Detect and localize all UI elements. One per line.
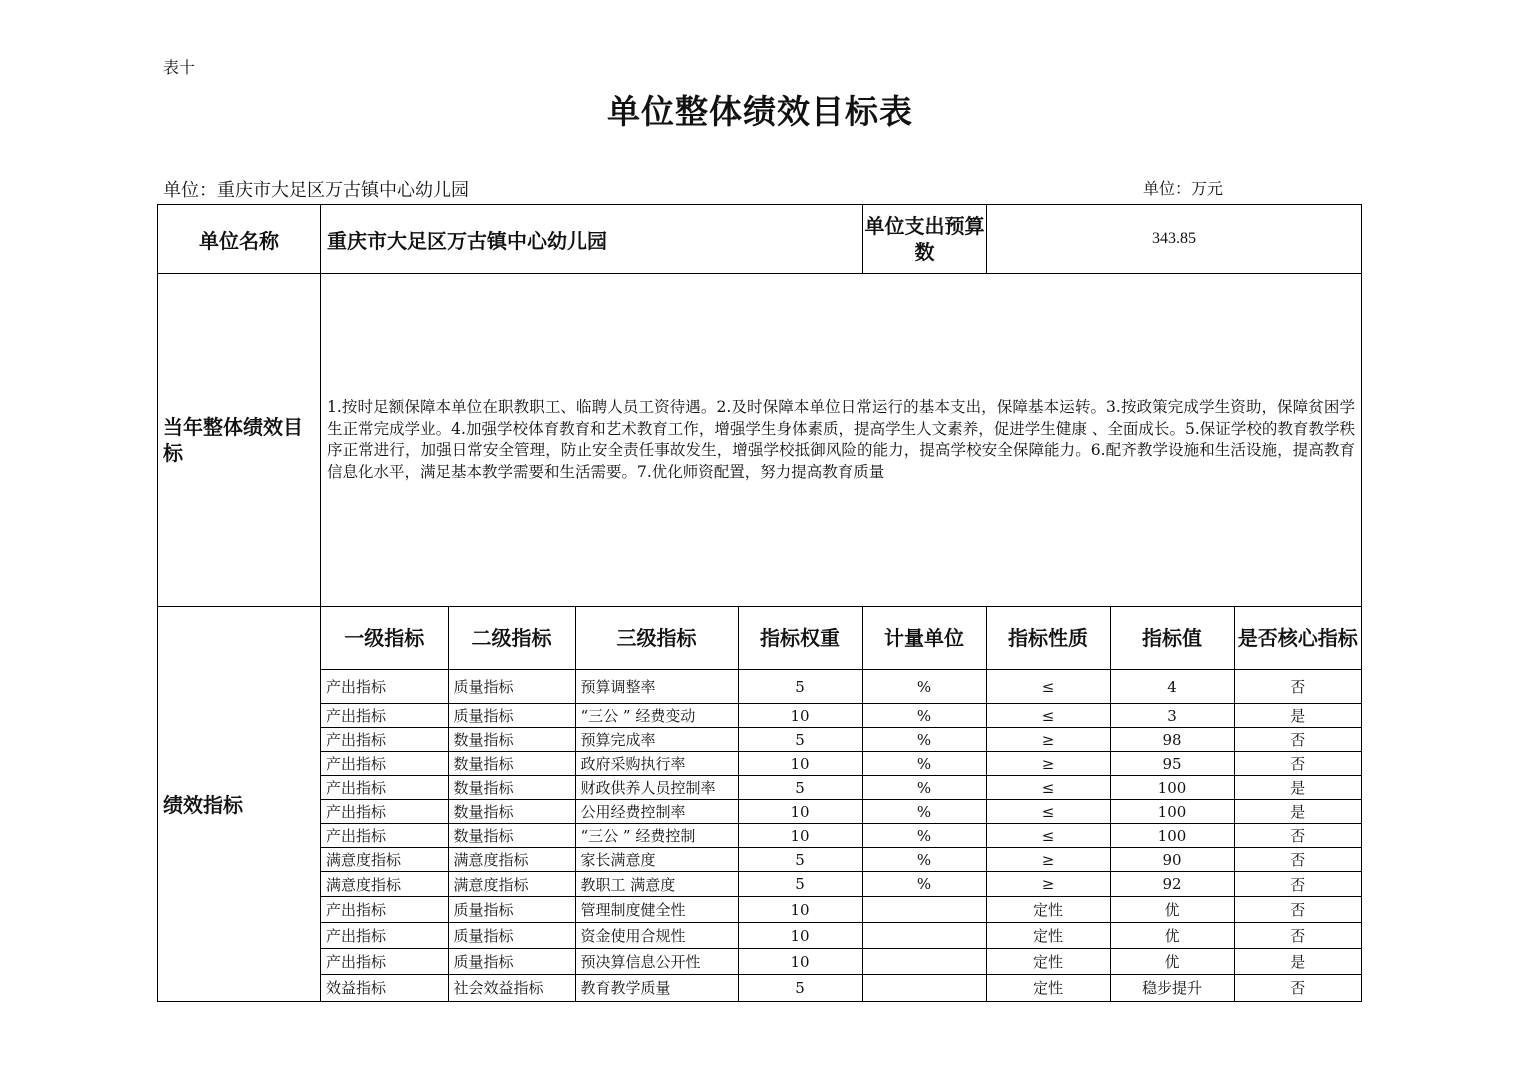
level1-cell: 产出指标 (321, 728, 448, 752)
level2-cell: 数量指标 (448, 728, 575, 752)
indicator-row (321, 704, 1361, 728)
indicator-row (321, 949, 1361, 975)
value-cell: 100 (1110, 776, 1234, 800)
annual-goal-text: 1.按时足额保障本单位在职教职工、临聘人员工资待遇。2.及时保障本单位日常运行的基本支出，保障基本运转。3.按政策完成学生资助，保障贫困学生正常完成学业。4.加强学校体育教育和艺术教育工作，增强学生身体素质，提高学生人文素养，促进学生健康 、全面成长。5.保证学校的教育教学秩序正常进行，加强日常安全管理，防止安全责任事故发生，增强学校抵御风险的能力，提高学校安全保障能力。6.配齐教学设施和生活设施，提高教育信息化水平，满足基本教学需要和生活需要。7.优化师资配置，努力提高教育质量 (321, 274, 1362, 607)
level2-cell: 满意度指标 (448, 872, 575, 897)
annual-goal-label: 当年整体绩效目标 (158, 274, 321, 607)
level2-cell: 质量指标 (448, 923, 575, 949)
unit-cell (862, 949, 986, 975)
unit-cell (862, 897, 986, 923)
indicator-row (321, 897, 1361, 923)
level1-cell: 满意度指标 (321, 872, 448, 897)
nature-cell: ≥ (986, 752, 1110, 776)
value-cell: 优 (1110, 923, 1234, 949)
level1-cell: 产出指标 (321, 704, 448, 728)
nature-cell: 定性 (986, 897, 1110, 923)
indicator-row (321, 800, 1361, 824)
level2-cell: 质量指标 (448, 897, 575, 923)
indicator-table-wrapper (321, 607, 1362, 1002)
unit-organization: 单位：重庆市大足区万古镇中心幼儿园 (163, 180, 469, 201)
value-cell: 3 (1110, 704, 1234, 728)
level3-cell: “三公 ” 经费变动 (575, 704, 738, 728)
nature-cell: ≤ (986, 800, 1110, 824)
unit-cell: % (862, 800, 986, 824)
column-header: 指标值 (1110, 607, 1234, 670)
indicator-row (321, 776, 1361, 800)
weight-cell: 5 (738, 776, 862, 800)
level1-cell: 产出指标 (321, 776, 448, 800)
weight-cell: 5 (738, 848, 862, 872)
core-cell: 否 (1234, 923, 1361, 949)
level3-cell: 公用经费控制率 (575, 800, 738, 824)
unit-cell (862, 923, 986, 949)
value-cell: 95 (1110, 752, 1234, 776)
unit-cell: % (862, 704, 986, 728)
indicator-row (321, 872, 1361, 897)
indicator-header-row (321, 607, 1361, 670)
weight-cell: 10 (738, 704, 862, 728)
value-cell: 4 (1110, 670, 1234, 704)
level1-cell: 产出指标 (321, 752, 448, 776)
level1-cell: 产出指标 (321, 897, 448, 923)
level3-cell: 预决算信息公开性 (575, 949, 738, 975)
level1-cell: 效益指标 (321, 975, 448, 1001)
unit-cell: % (862, 670, 986, 704)
unit-cell: % (862, 728, 986, 752)
level2-cell: 社会效益指标 (448, 975, 575, 1001)
level2-cell: 质量指标 (448, 670, 575, 704)
value-cell: 98 (1110, 728, 1234, 752)
level1-cell: 产出指标 (321, 923, 448, 949)
level3-cell: “三公 ” 经费控制 (575, 824, 738, 848)
unit-cell: % (862, 776, 986, 800)
indicator-row (321, 824, 1361, 848)
level2-cell: 满意度指标 (448, 848, 575, 872)
column-header: 二级指标 (448, 607, 575, 670)
indicator-row (321, 923, 1361, 949)
core-cell: 是 (1234, 949, 1361, 975)
column-header: 指标权重 (738, 607, 862, 670)
core-cell: 是 (1234, 704, 1361, 728)
nature-cell: 定性 (986, 923, 1110, 949)
level3-cell: 教职工 满意度 (575, 872, 738, 897)
nature-cell: ≥ (986, 848, 1110, 872)
core-cell: 否 (1234, 670, 1361, 704)
level1-cell: 满意度指标 (321, 848, 448, 872)
level1-cell: 产出指标 (321, 800, 448, 824)
unit-name-label: 单位名称 (158, 205, 321, 274)
unit-name-value: 重庆市大足区万古镇中心幼儿园 (321, 205, 863, 274)
level2-cell: 数量指标 (448, 776, 575, 800)
level3-cell: 预算调整率 (575, 670, 738, 704)
core-cell: 否 (1234, 752, 1361, 776)
level3-cell: 资金使用合规性 (575, 923, 738, 949)
level1-cell: 产出指标 (321, 949, 448, 975)
weight-cell: 5 (738, 975, 862, 1001)
core-cell: 否 (1234, 872, 1361, 897)
level2-cell: 质量指标 (448, 949, 575, 975)
level3-cell: 教育教学质量 (575, 975, 738, 1001)
indicator-row (321, 975, 1361, 1001)
core-cell: 否 (1234, 897, 1361, 923)
level3-cell: 政府采购执行率 (575, 752, 738, 776)
weight-cell: 5 (738, 670, 862, 704)
page-title: 单位整体绩效目标表 (607, 92, 913, 131)
level3-cell: 管理制度健全性 (575, 897, 738, 923)
nature-cell: ≤ (986, 824, 1110, 848)
core-cell: 是 (1234, 800, 1361, 824)
indicator-row (321, 728, 1361, 752)
core-cell: 否 (1234, 728, 1361, 752)
weight-cell: 10 (738, 923, 862, 949)
value-cell: 92 (1110, 872, 1234, 897)
column-header: 指标性质 (986, 607, 1110, 670)
column-header: 是否核心指标 (1234, 607, 1361, 670)
unit-cell (862, 975, 986, 1001)
budget-value: 343.85 (987, 205, 1362, 274)
weight-cell: 10 (738, 949, 862, 975)
nature-cell: 定性 (986, 949, 1110, 975)
value-cell: 100 (1110, 824, 1234, 848)
nature-cell: ≤ (986, 670, 1110, 704)
unit-cell: % (862, 752, 986, 776)
level3-cell: 家长满意度 (575, 848, 738, 872)
indicator-row (321, 848, 1361, 872)
table-number: 表十 (163, 58, 196, 77)
core-cell: 否 (1234, 975, 1361, 1001)
core-cell: 否 (1234, 824, 1361, 848)
performance-indicators-label: 绩效指标 (158, 607, 321, 1002)
weight-cell: 10 (738, 800, 862, 824)
level2-cell: 质量指标 (448, 704, 575, 728)
budget-label: 单位支出预算数 (863, 205, 987, 274)
value-cell: 优 (1110, 949, 1234, 975)
column-header: 一级指标 (321, 607, 448, 670)
weight-cell: 10 (738, 897, 862, 923)
core-cell: 是 (1234, 776, 1361, 800)
level2-cell: 数量指标 (448, 824, 575, 848)
weight-cell: 10 (738, 752, 862, 776)
unit-cell: % (862, 848, 986, 872)
column-header: 三级指标 (575, 607, 738, 670)
level3-cell: 财政供养人员控制率 (575, 776, 738, 800)
level2-cell: 数量指标 (448, 800, 575, 824)
level3-cell: 预算完成率 (575, 728, 738, 752)
indicator-row (321, 670, 1361, 704)
value-cell: 稳步提升 (1110, 975, 1234, 1001)
weight-cell: 5 (738, 872, 862, 897)
unit-cell: % (862, 824, 986, 848)
level1-cell: 产出指标 (321, 670, 448, 704)
value-cell: 90 (1110, 848, 1234, 872)
unit-cell: % (862, 872, 986, 897)
core-cell: 否 (1234, 848, 1361, 872)
value-cell: 100 (1110, 800, 1234, 824)
unit-currency: 单位：万元 (1143, 179, 1224, 198)
value-cell: 优 (1110, 897, 1234, 923)
nature-cell: ≤ (986, 704, 1110, 728)
column-header: 计量单位 (862, 607, 986, 670)
indicator-table (321, 607, 1361, 1001)
weight-cell: 10 (738, 824, 862, 848)
level1-cell: 产出指标 (321, 824, 448, 848)
performance-target-table (157, 204, 1362, 1002)
nature-cell: ≥ (986, 872, 1110, 897)
level2-cell: 数量指标 (448, 752, 575, 776)
nature-cell: ≥ (986, 728, 1110, 752)
indicator-row (321, 752, 1361, 776)
weight-cell: 5 (738, 728, 862, 752)
nature-cell: ≤ (986, 776, 1110, 800)
nature-cell: 定性 (986, 975, 1110, 1001)
